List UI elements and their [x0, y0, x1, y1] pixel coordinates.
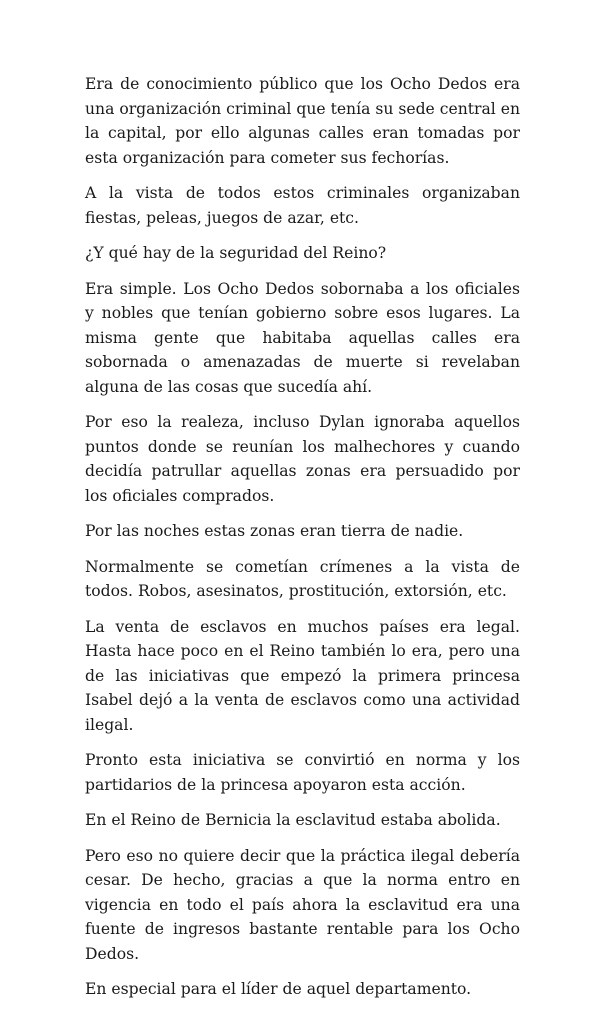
paragraph-5: Por eso la realeza, incluso Dylan ignoraba aquellos puntos donde se reunían los malhechores y cuando decidía patrullar aquellas zonas era persuadido por los oficiales comprados. [85, 413, 520, 505]
paragraph-12: En especial para el líder de aquel departamento. [85, 980, 472, 998]
paragraph-9: Pronto esta iniciativa se convirtió en norma y los partidarios de la princesa apoyaron esta acción. [85, 751, 520, 794]
paragraph-1: Era de conocimiento público que los Ocho Dedos era una organización criminal que tenía su sede central en la capital, por ello algunas calles eran tomadas por esta organización para cometer sus fechorías. [85, 75, 520, 167]
paragraph-2: A la vista de todos estos criminales organizaban fiestas, peleas, juegos de azar, etc. [85, 184, 520, 227]
paragraph-6: Por las noches estas zonas eran tierra de nadie. [85, 522, 464, 540]
paragraph-8: La venta de esclavos en muchos países era legal. Hasta hace poco en el Reino también lo era, pero una de las iniciativas que empezó la primera princesa Isabel dejó a la venta de esclavos como una actividad ilegal. [85, 617, 520, 734]
paragraph-7: Normalmente se cometían crímenes a la vista de todos. Robos, asesinatos, prostitución, extorsión, etc. [85, 557, 520, 600]
paragraph-3: ¿Y qué hay de la seguridad del Reino? [85, 244, 387, 262]
paragraph-11: Pero eso no quiere decir que la práctica ilegal debería cesar. De hecho, gracias a que la norma entro en vigencia en todo el país ahora la esclavitud era una fuente de ingresos bastante rentable para los Ocho Dedos. [85, 846, 520, 963]
paragraph-4: Era simple. Los Ocho Dedos sobornaba a los oficiales y nobles que tenían gobierno sobre esos lugares. La misma gente que habitaba aquellas calles era sobornada o amenazadas de muerte si revelaban alguna de las cosas que sucedía ahí. [85, 279, 520, 396]
paragraph-10: En el Reino de Bernicia la esclavitud estaba abolida. [85, 811, 501, 829]
book-page [85, 72, 520, 1013]
